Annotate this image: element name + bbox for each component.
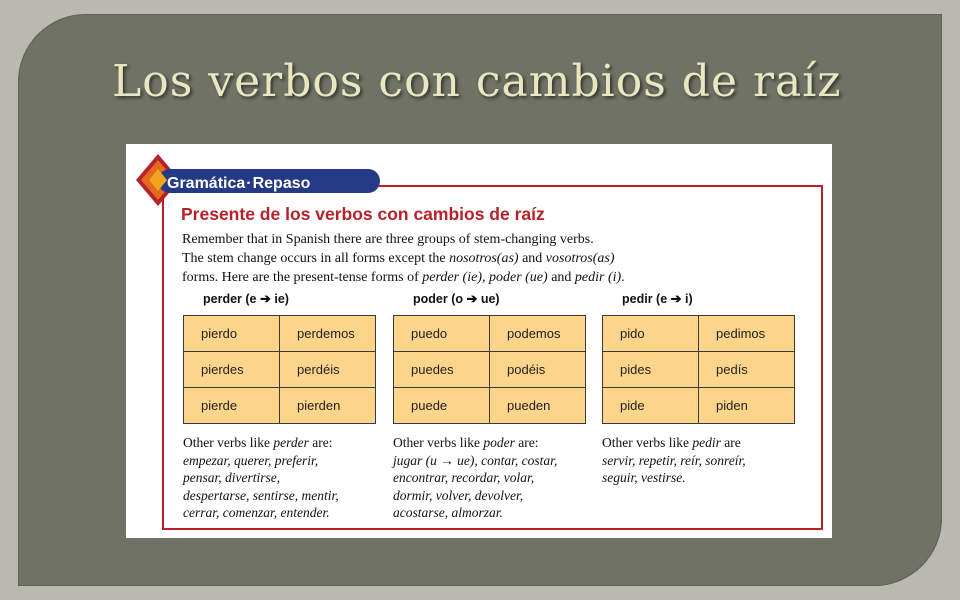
table-cell: pierdes bbox=[184, 352, 280, 388]
table-cell: puede bbox=[394, 388, 490, 424]
table-cell: pierde bbox=[184, 388, 280, 424]
verb-block-pedir bbox=[602, 290, 797, 487]
table-cell: podemos bbox=[490, 316, 586, 352]
list-item: seguir, vestirse. bbox=[602, 470, 686, 485]
table-cell: puedo bbox=[394, 316, 490, 352]
table-cell: piden bbox=[699, 388, 795, 424]
similar-verbs-list bbox=[602, 434, 797, 487]
section-heading: Presente de los verbos con cambios de raíz bbox=[181, 204, 545, 224]
table-row bbox=[184, 316, 376, 352]
intro-line-3: forms. Here are the present-tense forms of perder (ie), poder (ue) and pedir (i). bbox=[182, 270, 625, 285]
arrow-icon: ➔ bbox=[259, 291, 271, 306]
table-row bbox=[394, 352, 586, 388]
table-row bbox=[184, 352, 376, 388]
banner-label bbox=[167, 172, 310, 196]
table-cell: pueden bbox=[490, 388, 586, 424]
list-item: servir, repetir, reír, sonreír, bbox=[602, 452, 746, 468]
verb-label: perder (e ➔ ie) bbox=[203, 291, 289, 306]
table-cell: perdéis bbox=[280, 352, 376, 388]
conjugation-table bbox=[602, 315, 795, 424]
list-item: cerrar, comenzar, entender. bbox=[183, 505, 330, 520]
conjugation-table bbox=[183, 315, 376, 424]
table-cell: perdemos bbox=[280, 316, 376, 352]
list-item: acostarse, almorzar. bbox=[393, 505, 503, 520]
list-item: jugar (u → ue), contar, costar, bbox=[393, 452, 558, 468]
list-item: pensar, divertirse, bbox=[183, 470, 281, 485]
list-item: dormir, volver, devolver, bbox=[393, 487, 524, 503]
table-cell: pedimos bbox=[699, 316, 795, 352]
grammar-card-image bbox=[126, 144, 832, 538]
similar-verbs-intro: Other verbs like poder are: bbox=[393, 435, 539, 450]
table-cell: pides bbox=[603, 352, 699, 388]
arrow-icon: ➔ bbox=[670, 291, 682, 306]
similar-verbs-intro: Other verbs like pedir are bbox=[602, 435, 741, 450]
slide-title: Los verbos con cambios de raíz bbox=[112, 56, 842, 107]
list-item: empezar, querer, preferir, bbox=[183, 452, 319, 468]
similar-verbs-list bbox=[183, 434, 378, 522]
table-cell: pierdo bbox=[184, 316, 280, 352]
intro-paragraph bbox=[182, 230, 762, 287]
table-row bbox=[394, 388, 586, 424]
table-row bbox=[603, 352, 795, 388]
list-item: despertarse, sentirse, mentir, bbox=[183, 487, 339, 503]
verb-block-perder bbox=[183, 290, 378, 522]
banner-repaso: Repaso bbox=[252, 175, 311, 192]
verb-label: pedir (e ➔ i) bbox=[622, 291, 693, 306]
intro-line-1: Remember that in Spanish there are three groups of stem-changing verbs. bbox=[182, 232, 594, 247]
intro-line-2: The stem change occurs in all forms except the nosotros(as) and vosotros(as) bbox=[182, 251, 615, 266]
banner bbox=[136, 152, 386, 210]
similar-verbs-list bbox=[393, 434, 588, 522]
table-cell: pedís bbox=[699, 352, 795, 388]
table-row bbox=[184, 388, 376, 424]
banner-separator: · bbox=[246, 175, 252, 192]
arrow-icon: ➔ bbox=[466, 291, 478, 306]
table-cell: podéis bbox=[490, 352, 586, 388]
verb-label: poder (o ➔ ue) bbox=[413, 291, 500, 306]
conjugation-table bbox=[393, 315, 586, 424]
similar-verbs-intro: Other verbs like perder are: bbox=[183, 435, 333, 450]
table-row bbox=[394, 316, 586, 352]
table-row bbox=[603, 388, 795, 424]
verb-block-poder bbox=[393, 290, 588, 522]
table-cell: pierden bbox=[280, 388, 376, 424]
table-row bbox=[603, 316, 795, 352]
table-cell: pide bbox=[603, 388, 699, 424]
table-cell: pido bbox=[603, 316, 699, 352]
table-cell: puedes bbox=[394, 352, 490, 388]
banner-gramatica: Gramática bbox=[167, 175, 246, 192]
list-item: encontrar, recordar, volar, bbox=[393, 470, 535, 485]
